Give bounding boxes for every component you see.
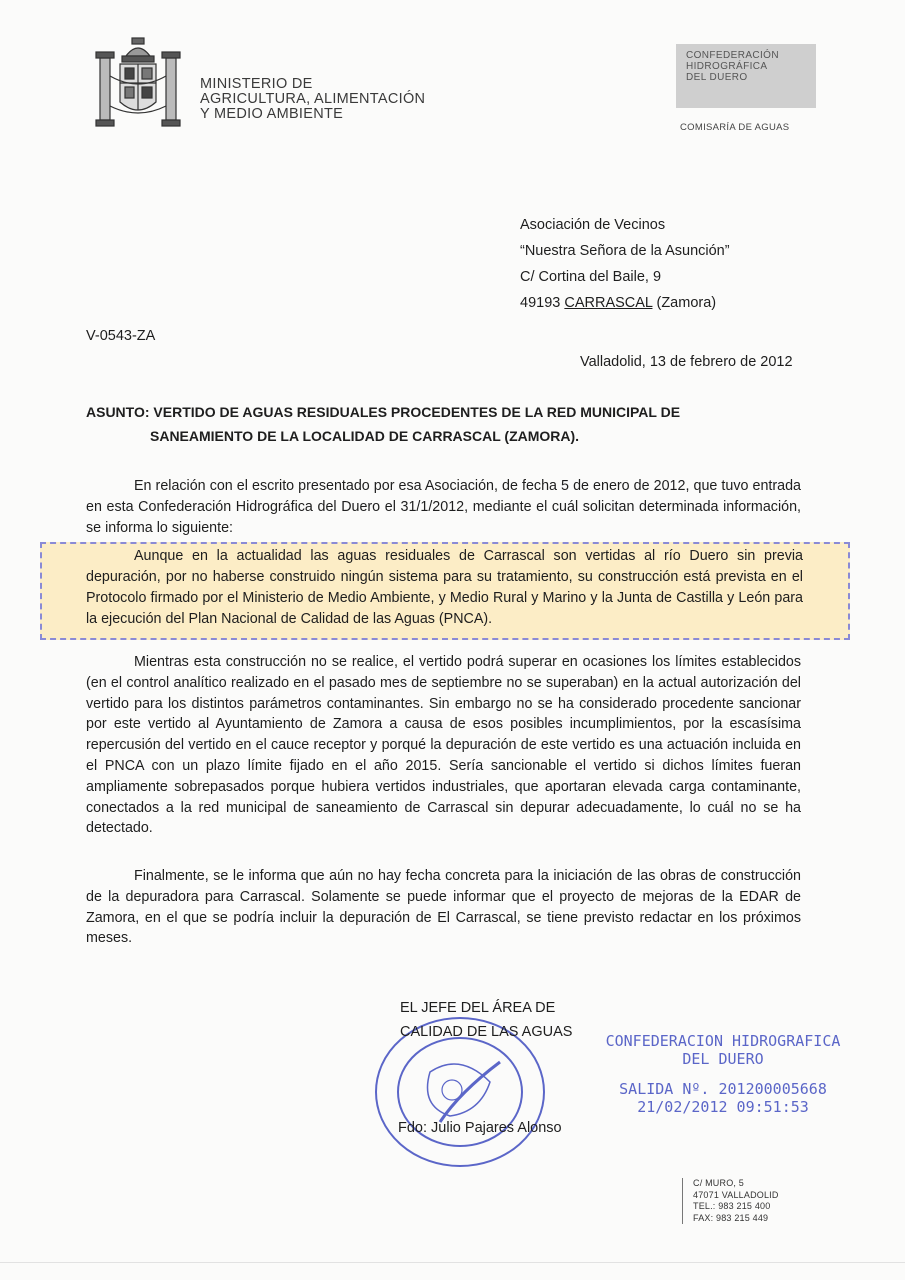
stamp-line-2: DEL DUERO (682, 1050, 764, 1068)
footer-line-4: FAX: 983 215 449 (693, 1212, 769, 1223)
confederation-logo-box (676, 44, 816, 108)
footer-line-3: TEL.: 983 215 400 (693, 1201, 771, 1211)
footer-line-2: 47071 VALLADOLID (693, 1189, 779, 1200)
paragraph-4-text: Finalmente, se le informa que aún no hay fecha concreta para la iniciación de las obras de construcción de la depuradora para Carrascal. Solamente se puede informar que el proyecto de mejoras de la EDAR de Zamora, en el que se podría incluir la depuración de El Carrascal, se tiene previsto redactar en los próximos meses. (86, 868, 801, 947)
recipient-line-3: C/ Cortina del Baile, 9 (520, 269, 662, 285)
subject (86, 400, 806, 448)
ministry-line-2: AGRICULTURA, ALIMENTACIÓN (200, 91, 426, 107)
footer-line-1: C/ MURO, 5 (693, 1178, 745, 1188)
paragraph-3 (86, 652, 801, 839)
ministry-line-3: Y MEDIO AMBIENTE (200, 106, 344, 122)
page-fold-line (0, 1262, 905, 1263)
subject-line-1: ASUNTO: VERTIDO DE AGUAS RESIDUALES PROCEDENTES DE LA RED MUNICIPAL DE (86, 404, 681, 420)
subject-label: ASUNTO (86, 404, 145, 420)
paragraph-4 (86, 866, 801, 949)
recipient-line-1: Asociación de Vecinos (520, 217, 666, 233)
paragraph-2 (86, 546, 803, 630)
signer-name: Fdo: Julio Pajares Alonso (398, 1120, 562, 1136)
reference-number: V-0543-ZA (86, 328, 156, 344)
stamp-line-3: SALIDA Nº. 201200005668 (619, 1080, 827, 1098)
signer-title (400, 996, 572, 1044)
paragraph-1 (86, 476, 801, 538)
subject-text-1: VERTIDO DE AGUAS RESIDUALES PROCEDENTES DE LA RED MUNICIPAL DE (153, 404, 681, 420)
recipient-line-2: “Nuestra Señora de la Asunción” (520, 243, 730, 259)
signer-title-line-2: CALIDAD DE LAS AGUAS (400, 1024, 573, 1040)
ministry-line-1: MINISTERIO DE (200, 76, 313, 92)
recipient-province: (Zamora) (656, 295, 717, 311)
coat-of-arms-icon (92, 36, 184, 134)
ministry-name (200, 77, 425, 122)
recipient-town: CARRASCAL (564, 295, 653, 311)
footer-address (682, 1178, 779, 1224)
confederation-line-1: CONFEDERACIÓN (686, 50, 779, 61)
stamp-line-1: CONFEDERACION HIDROGRAFICA (605, 1032, 841, 1050)
comisaria-label: COMISARÍA DE AGUAS (680, 122, 790, 133)
recipient-postcode: 49193 (520, 295, 561, 311)
confederation-line-2: HIDROGRÁFICA (686, 61, 768, 72)
subject-line-2: SANEAMIENTO DE LA LOCALIDAD DE CARRASCAL (ZAMORA). (150, 428, 580, 444)
paragraph-1-text: En relación con el escrito presentado por esa Asociación, de fecha 5 de enero de 2012, que tuvo entrada en esta Confederación Hidrográfica del Duero el 31/1/2012, mediante el cuál solicitan determinada información, se informa lo siguiente: (86, 478, 801, 536)
paragraph-3-text: Mientras esta construcción no se realice, el vertido podrá superar en ocasiones los límites establecidos (en el control analítico realizado en el pasado mes de septiembre no se superaban) en la actual autorización del vertido para los distintos parámetros contaminantes. Sin embargo no se ha considerado procedente sancionar por este vertido al Ayuntamiento de Zamora a causa de esos posibles incumplimientos, por la escasísima repercusión del vertido en el cauce receptor y porqué la depuración de este vertido es una actuación incluida en el PNCA con un plazo límite fijado en el año 2015. Sería sancionable el vertido si dichos límites fueran ampliamente sobrepasados porque hubiera vertidos industriales, que aportaran elevada carga contaminante, conectados a la red municipal de saneamiento de Carrascal sin depurar adecuadamente, lo cuál no se ha detectado. (86, 654, 801, 837)
recipient-line-4 (520, 290, 730, 316)
stamp-line-4: 21/02/2012 09:51:53 (637, 1098, 809, 1116)
registry-stamp (598, 1032, 848, 1116)
paragraph-2-text: Aunque en la actualidad las aguas residuales de Carrascal son vertidas al río Duero sin previa depuración, por no haberse construido ningún sistema para su tratamiento, su construcción está prevista en el Protocolo firmado por el Ministerio de Medio Ambiente, y Medio Rural y Marino y la Junta de Castilla y León para la ejecución del Plan Nacional de Calidad de las Aguas (PNCA). (86, 548, 803, 627)
confederation-line-3: DEL DUERO (686, 72, 748, 83)
signer-title-line-1: EL JEFE DEL ÁREA DE (400, 1000, 556, 1016)
letter-date: Valladolid, 13 de febrero de 2012 (580, 354, 793, 370)
recipient-address (520, 212, 730, 316)
